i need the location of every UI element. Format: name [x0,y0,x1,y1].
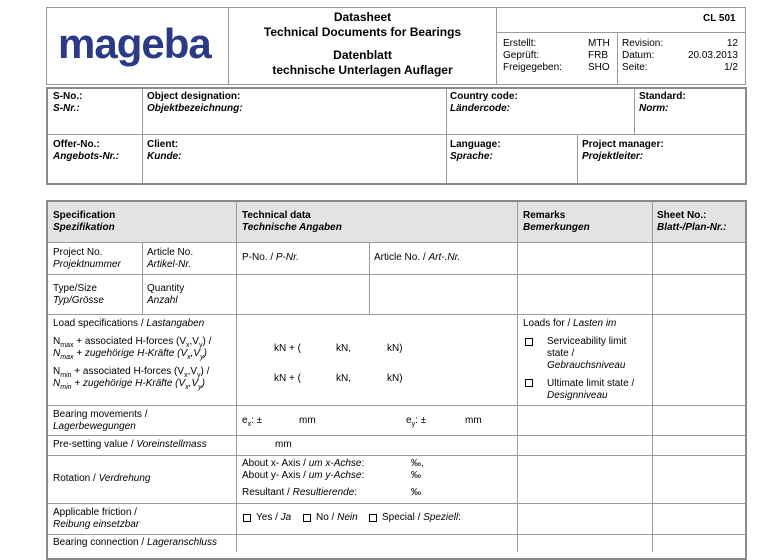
created-label: Erstellt: [503,38,537,49]
nmax-kn-b: kN, [336,343,351,354]
preset-unit: mm [275,439,292,450]
offer-en: Offer-No.: [53,139,100,150]
uls-en: Ultimate limit state / [547,378,635,389]
sls-en: Serviceability limit [547,336,627,347]
rot-x-unit: ‰, [411,458,424,469]
released-value: SHO [588,62,610,73]
released-label: Freigegeben: [503,62,562,73]
country-de: Ländercode: [450,103,511,114]
fric-de: Reibung einsetzbar [53,519,140,530]
friction-yes-checkbox[interactable] [243,514,251,522]
nmin-en: $N_{min}$ + associated H-forces $(V_x,V_y)$ / [53,366,210,379]
nmin-kn-b: kN, [336,373,351,384]
title-de-2: technische Unterlagen Auflager [272,63,453,77]
page-label: Seite: [622,62,648,73]
nmax-de: $N_{max}$ + zugehörige H-Kräfte $(V_x,V_y)$ [53,348,207,361]
sno-de: S-Nr.: [53,103,80,114]
title-en-2: Technical Documents for Bearings [263,25,462,39]
date-value: 20.03.2013 [687,50,738,61]
type-en: Type/Size [53,283,97,294]
article-no-de: Artikel-Nr. [147,259,192,270]
project-no-en: Project No. [53,247,103,258]
loads-for-label: Loads for / Lasten im [523,318,617,329]
ex-unit: mm [299,415,316,426]
page-value: 1/2 [724,62,738,73]
revision-label: Revision: [622,38,664,49]
standard-de: Norm: [639,103,669,114]
ey-unit: mm [465,415,482,426]
sls-de: Gebrauchsniveau [547,360,626,371]
language-de: Sprache: [450,151,493,162]
nmin-de: $N_{min}$ + zugehörige H-Kräfte $(V_x,V_y)$ [53,378,205,391]
mageba-logo: mageba [58,20,211,67]
nmax-en: $N_{max}$ + associated H-forces $(V_x,V_y)$ / [53,336,212,349]
h-spec-de: Spezifikation [53,222,115,233]
h-sheet-de: Blatt-/Plan-Nr.: [657,222,727,233]
friction-yes-label: Yes / Ja [256,512,292,523]
checked-label: Geprüft: [503,50,540,61]
object-en: Object designation: [147,91,241,102]
conn-label: Bearing connection / Lageranschluss [53,537,217,548]
h-rem-de: Bemerkungen [523,222,590,233]
rot-r-unit: ‰ [411,487,421,498]
rot-y: About y- Axis / um y-Achse: [242,470,365,481]
nmin-kn-c: kN) [387,373,403,384]
artno-label: Article No. / Art-.Nr. [374,252,461,263]
mov-de: Lagerbewegungen [53,421,136,432]
checked-value: FRB [588,50,608,61]
qty-en: Quantity [147,283,185,294]
title-de-1: Datenblatt [333,48,392,62]
uls-de: Designniveau [547,390,608,401]
nmax-kn-c: kN) [387,343,403,354]
standard-en: Standard: [639,91,686,102]
friction-special-checkbox[interactable] [369,514,377,522]
h-tech-de: Technische Angaben [242,222,342,233]
pm-de: Projektleiter: [582,151,644,162]
date-label: Datum: [622,50,655,61]
nmin-kn-a: kN + ( [274,373,301,384]
ex-label: $e_x$: ± [242,415,263,428]
h-spec-en: Specification [53,210,116,221]
h-rem-en: Remarks [523,210,566,221]
language-en: Language: [450,139,501,150]
revision-value: 12 [726,38,738,49]
created-value: MTH [588,38,610,49]
h-tech-en: Technical data [242,210,311,221]
pno-label: P-No. / P-Nr. [242,252,299,263]
fric-en: Applicable friction / [53,507,137,518]
h-sheet-en: Sheet No.: [657,210,707,221]
qty-de: Anzahl [147,295,178,306]
friction-special-label: Special / Speziell: [382,512,461,523]
load-spec-label: Load specifications / Lastangaben [53,318,205,329]
sno-en: S-No.: [53,91,83,102]
object-de: Objektbezeichnung: [147,103,243,114]
doc-code: CL 501 [703,13,736,24]
uls-checkbox[interactable] [525,379,533,387]
client-de: Kunde: [147,151,182,162]
article-no-en: Article No. [147,247,194,258]
type-de: Typ/Grösse [53,295,104,306]
ey-label: $e_y$: ± [406,415,427,428]
sls-en2: state / [547,348,575,359]
mov-en: Bearing movements / [53,409,148,420]
friction-no-label: No / Nein [316,512,358,523]
preset-label: Pre-setting value / Voreinstellmass [53,439,207,450]
rot-r: Resultant / Resultierende: [242,487,358,498]
pm-en: Project manager: [582,139,664,150]
friction-no-checkbox[interactable] [303,514,311,522]
rot-label: Rotation / Verdrehung [53,473,151,484]
offer-de: Angebots-Nr.: [53,151,120,162]
sls-checkbox[interactable] [525,338,533,346]
nmax-kn-a: kN + ( [274,343,301,354]
rot-x: About x- Axis / um x-Achse: [242,458,365,469]
rot-y-unit: ‰ [411,470,421,481]
project-no-de: Projektnummer [53,259,121,270]
title-en-1: Datasheet [333,10,392,24]
table-header-row [48,202,745,242]
country-en: Country code: [450,91,518,102]
client-en: Client: [147,139,179,150]
